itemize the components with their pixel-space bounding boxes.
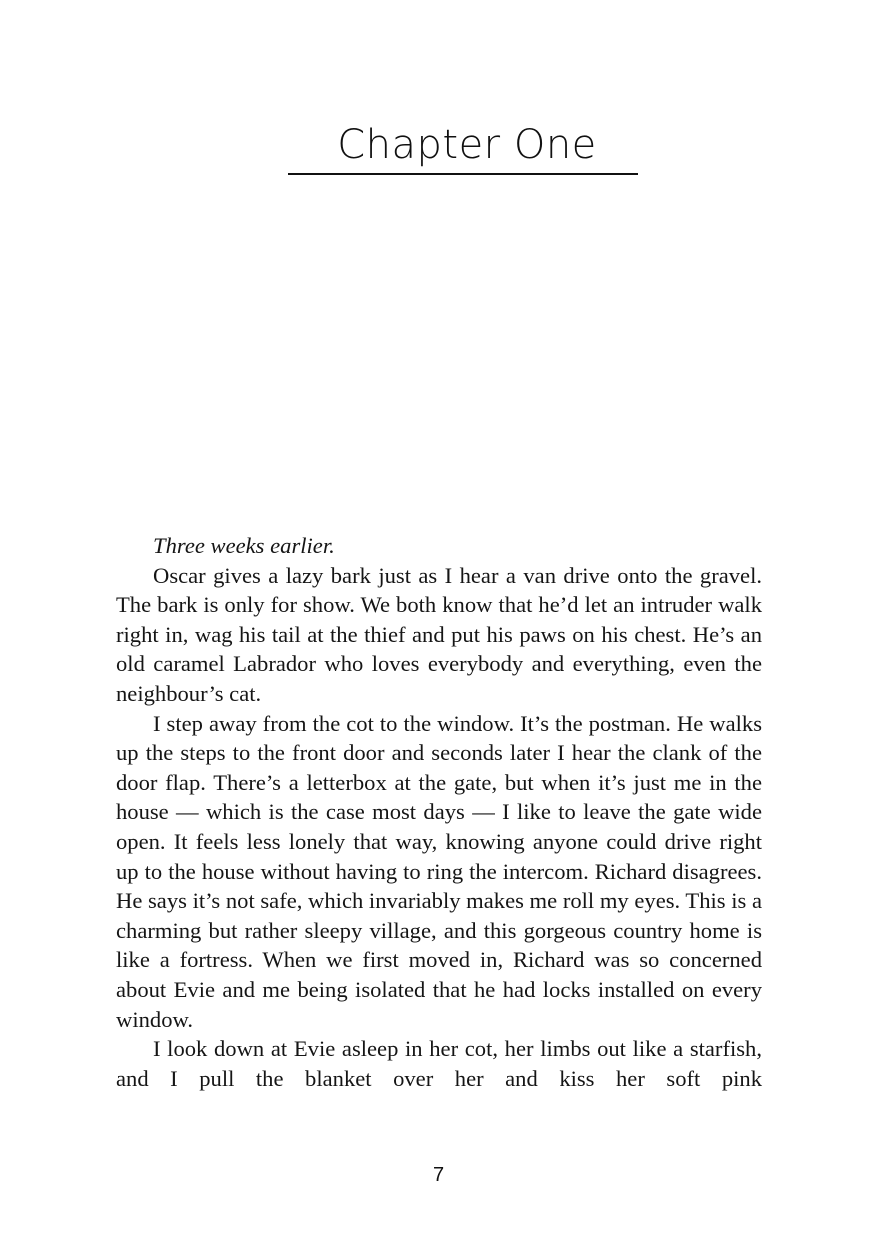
- body-text: [116, 531, 762, 1093]
- dateline: Three weeks earlier.: [153, 533, 335, 558]
- chapter-title: Chapter One: [337, 122, 597, 168]
- paragraph: Oscar gives a lazy bark just as I hear a van drive onto the gravel. The bark is only for show. We both know that he’d let an intruder walk right in, wag his tail at the thief and put his paws on his chest. He’s an old caramel Labrador who loves everybody and everything, even the neighbour’s cat.: [116, 562, 762, 706]
- chapter-title-rule: [288, 173, 638, 175]
- paragraph: I look down at Evie asleep in her cot, her limbs out like a starfish, and I pull the blanket over her and kiss her soft pink: [116, 1036, 762, 1091]
- paragraph: I step away from the cot to the window. It’s the postman. He walks up the steps to the front door and seconds later I hear the clank of the door flap. There’s a letterbox at the gate, but when it’s just me in the house — which is the case most days — I like to leave the gate wide open. It feels less lonely that way, knowing anyone could drive right up to the house without having to ring the intercom. Richard disagrees. He says it’s not safe, which invariably makes me roll my eyes. This is a charming but rather sleepy village, and this gorgeous country home is like a fortress. When we first moved in, Richard was so concerned about Evie and me being isolated that he had locks installed on every window.: [116, 710, 762, 1032]
- page-number: 7: [432, 1164, 445, 1186]
